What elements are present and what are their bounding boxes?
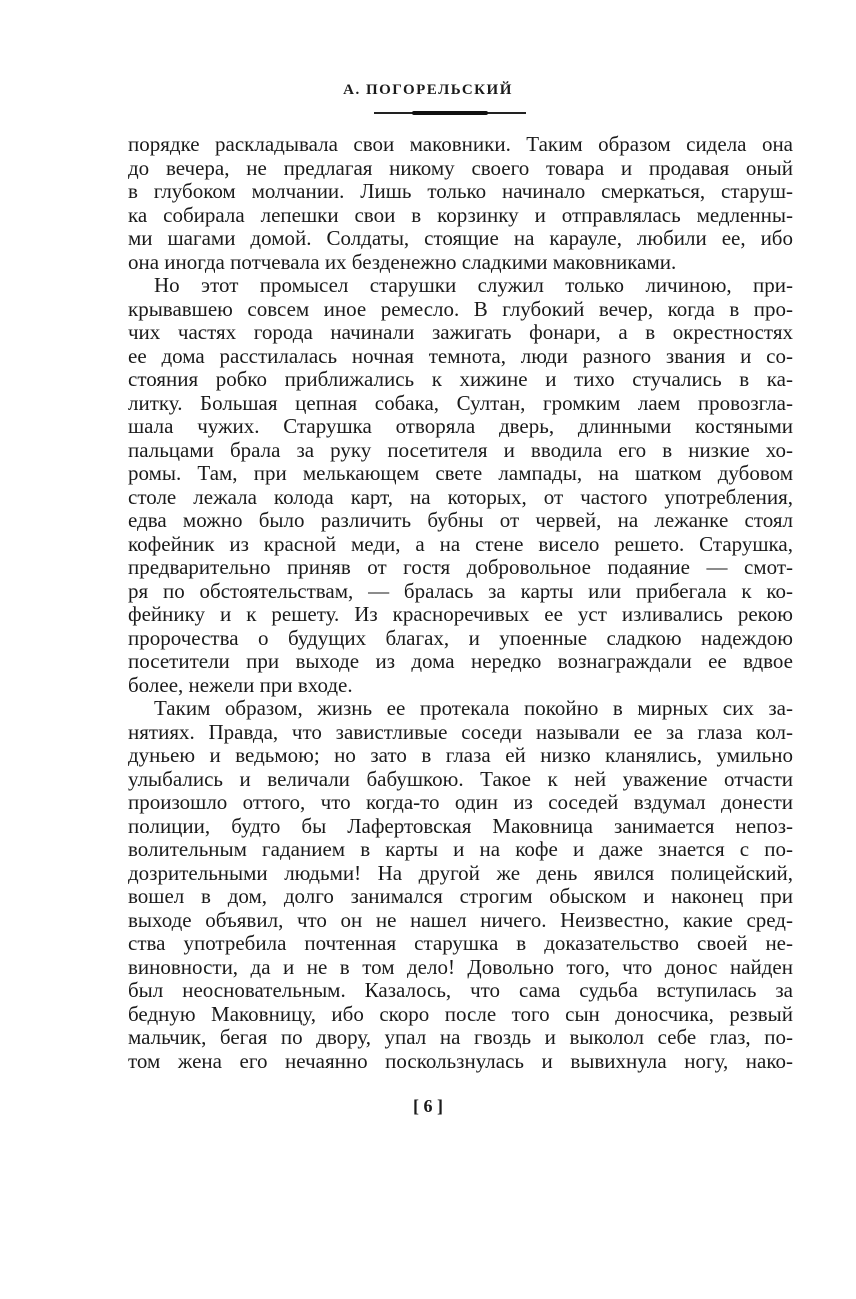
text-line: посетители при выходе из дома нередко вознаграждали ее вдвое	[128, 649, 793, 673]
text-line: предварительно приняв от гостя добровольное подаяние — смот-	[128, 555, 793, 579]
text-line: чих частях города начинали зажигать фонари, а в окрестностях	[128, 320, 793, 344]
body-text	[128, 133, 793, 1073]
text-line: пророчества о будущих благах, и упоенные сладкою надеждою	[128, 625, 793, 650]
text-line: Таким образом, жизнь ее протекала покойно в мирных сих за-	[154, 696, 793, 720]
text-line: ее дома расстилалась ночная темнота, люди разного звания и со-	[128, 343, 793, 368]
paragraph	[128, 133, 793, 274]
paragraph	[128, 274, 793, 697]
text-line: ства употребила почтенная старушка в доказательство своей не-	[128, 931, 793, 955]
page-number: [ 6 ]	[413, 1096, 443, 1116]
running-head: А. ПОГОРЕЛЬСКИЙ	[343, 82, 513, 98]
text-line: литку. Большая цепная собака, Султан, громким лаем провозгла-	[128, 390, 793, 415]
text-line: ка собирала лепешки свои в корзинку и отправлялась медленны-	[128, 202, 793, 227]
text-line: том жена его нечаянно поскользнулась и вывихнула ногу, нако-	[128, 1048, 793, 1073]
text-line: стояния робко приближались к хижине и тихо стучались в ка-	[128, 367, 793, 391]
text-line: едва можно было различить бубны от червей, на лежанке стоял	[128, 508, 793, 532]
text-line: Но этот промысел старушки служил только личиною, при-	[154, 273, 793, 297]
text-line: нятиях. Правда, что завистливые соседи называли ее за глаза кол-	[128, 719, 793, 744]
text-line: был неосновательным. Казалось, что сама судьба вступилась за	[128, 978, 793, 1002]
text-line: ря по обстоятельствам, — бралась за карты или прибегала к ко-	[128, 578, 793, 603]
text-line: дозрительными людьми! На другой же день явился полицейский,	[128, 860, 793, 885]
paragraph	[128, 697, 793, 1073]
text-line: произошло оттого, что когда-то один из соседей вздумал донести	[128, 790, 793, 814]
text-line: дуньею и ведьмою; но зато в глаза ей низко кланялись, умильно	[128, 743, 793, 767]
text-line: бедную Маковницу, ибо скоро после того сын доносчика, резвый	[128, 1001, 793, 1026]
text-line: столе лежала колода карт, на которых, от частого употребления,	[128, 484, 793, 509]
text-line: мальчик, бегая по двору, упал на гвоздь и выколол себе глаз, по-	[128, 1025, 793, 1049]
text-line: шала чужих. Старушка отворяла дверь, длинными костяными	[128, 414, 793, 438]
text-line: пальцами брала за руку посетителя и вводила его в низкие хо-	[128, 437, 793, 462]
text-line: фейнику и к решету. Из красноречивых ее уст изливались рекою	[128, 602, 793, 626]
header-rule	[374, 112, 526, 114]
text-line: порядке раскладывала свои маковники. Таким образом сидела она	[128, 132, 793, 156]
text-line: волительным гаданием в карты и на кофе и даже знается с по-	[128, 837, 793, 861]
text-line: выходе объявил, что он не нашел ничего. Неизвестно, какие сред-	[128, 907, 793, 932]
text-line: более, нежели при входе.	[128, 672, 353, 697]
text-line: крывавшею совсем иное ремесло. В глубокий вечер, когда в про-	[128, 296, 793, 321]
text-line: ми шагами домой. Солдаты, стоящие на карауле, любили ее, ибо	[128, 226, 793, 250]
text-line: до вечера, не предлагая никому своего товара и продавая оный	[128, 155, 793, 180]
text-line: кофейник из красной меди, а на стене висело решето. Старушка,	[128, 531, 793, 556]
text-line: она иногда потчевала их безденежно сладкими маковниками.	[128, 249, 677, 274]
text-line: в глубоком молчании. Лишь только начинало смеркаться, старуш-	[128, 179, 793, 203]
text-line: полиции, будто бы Лафертовская Маковница занимается непоз-	[128, 813, 793, 838]
text-line: вошел в дом, долго занимался строгим обыском и наконец при	[128, 884, 793, 908]
text-line: улыбались и величали бабушкою. Такое к ней уважение отчасти	[128, 766, 793, 791]
text-line: ромы. Там, при мелькающем свете лампады, на шатком дубовом	[128, 461, 793, 485]
text-line: виновности, да и не в том дело! Довольно того, что донос найден	[128, 954, 793, 979]
